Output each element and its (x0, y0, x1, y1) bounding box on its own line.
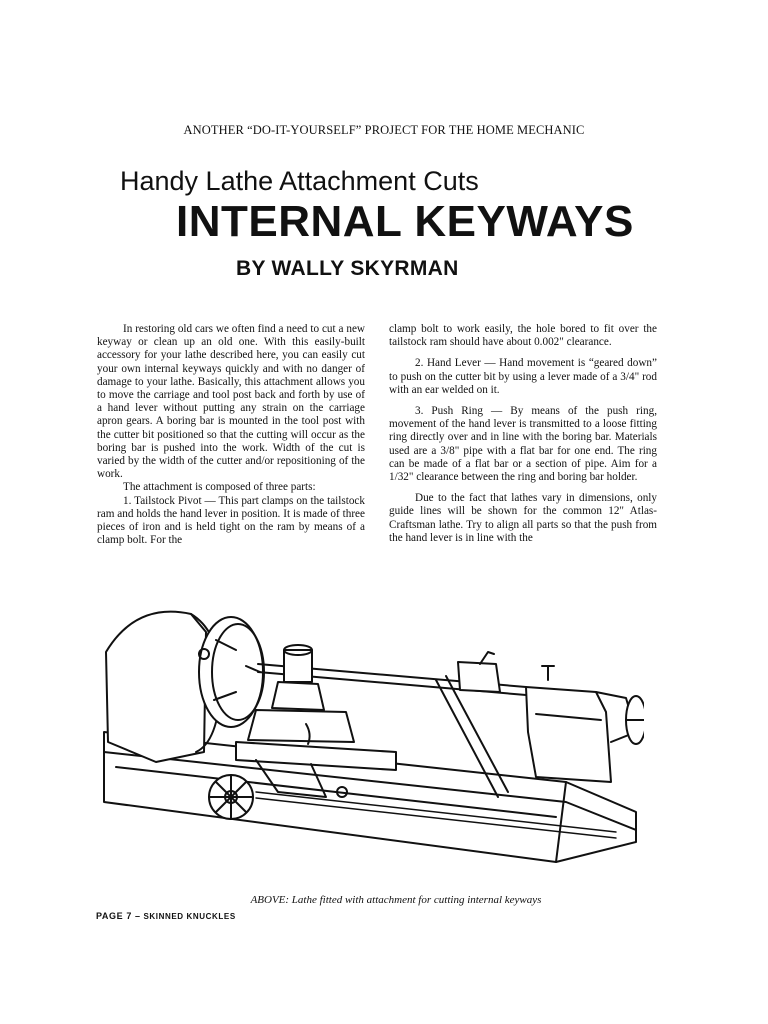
title-line-2: INTERNAL KEYWAYS (176, 197, 634, 246)
paragraph: 1. Tailstock Pivot — This part clamps on the tailstock ram and holds the hand lever in position. It is made of three pieces of iron and is held tight on the ram by means of a clamp bolt. For the (97, 494, 365, 547)
paragraph: Due to the fact that lathes vary in dimensions, only guide lines will be shown for the common 12" Atlas-Craftsman lathe. Try to align all parts so that the push from the hand lever is in line with the (389, 492, 657, 544)
figure-caption: ABOVE: Lathe fitted with attachment for cutting internal keyways (250, 894, 542, 906)
article-column-right (389, 323, 657, 573)
title-line-1: Handy Lathe Attachment Cuts (120, 166, 479, 196)
lathe-illustration (96, 592, 644, 882)
article-column-left (97, 323, 365, 573)
paragraph: clamp bolt to work easily, the hole bored to fit over the tailstock ram should have about 0.002" clearance. (389, 323, 657, 349)
page-footer (96, 911, 236, 921)
page-number: PAGE 7 – (96, 911, 141, 921)
paragraph: The attachment is composed of three parts: (123, 481, 316, 494)
paragraph: 3. Push Ring — By means of the push ring, movement of the hand lever is transmitted to a loose fitting ring directly over and in line with the boring bar. Materials used are a 3/8" pipe with a flat bar for one end. The ring can be made of a flat bar or a section of pipe. Aim for a 1/32" clearance between the ring and boring bar holder. (389, 405, 657, 484)
publication-name: SKINNED KNUCKLES (143, 912, 236, 921)
byline: BY WALLY SKYRMAN (236, 257, 459, 280)
kicker-line: ANOTHER “DO-IT-YOURSELF” PROJECT FOR THE HOME MECHANIC (183, 123, 585, 137)
paragraph: 2. Hand Lever — Hand movement is “geared down” to push on the cutter bit by using a lever made of a 3/4" rod with an ear welded on it. (389, 357, 657, 396)
paragraph: In restoring old cars we often find a need to cut a new keyway or clean up an old one. With this easily-built accessory for your lathe described here, you can easily cut your own internal keyways quickly and with no danger of damage to your lathe. Basically, this attachment allows you to move the carriage and tool post back and forth by use of a hand lever without putting any strain on the carriage apron gears. A boring bar is mounted in the tool post with the cutter bit positioned so that the cutting will occur as the boring bar is pushed into the work. Width of the cut is varied by the width of the cutter and/or repositioning of the work. (97, 323, 365, 481)
